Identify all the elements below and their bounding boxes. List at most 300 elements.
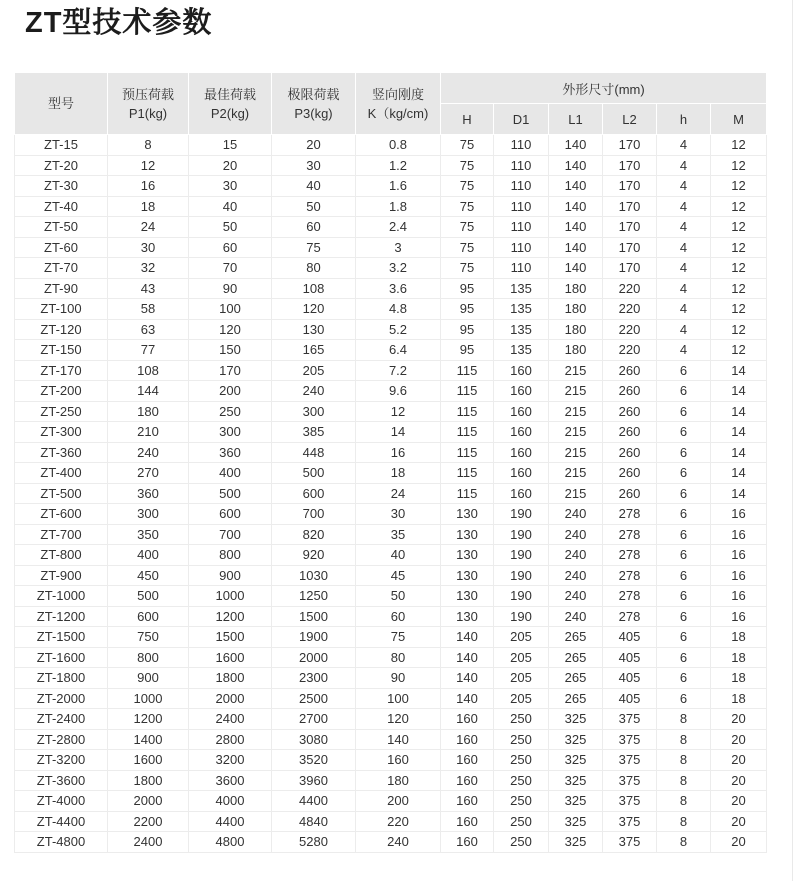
dim-L1-cell: 140 <box>549 135 603 156</box>
dim-L1-cell: 240 <box>549 606 603 627</box>
dim-L1-cell: 240 <box>549 545 603 566</box>
dim-D1-cell: 250 <box>494 770 549 791</box>
table-row <box>15 791 767 812</box>
dim-L2-cell: 170 <box>603 196 657 217</box>
dim-D1-cell: 250 <box>494 811 549 832</box>
p2-cell: 120 <box>189 319 272 340</box>
table-row <box>15 340 767 361</box>
col-header-h: h <box>657 104 711 135</box>
dim-M-cell: 12 <box>711 319 767 340</box>
dim-H-cell: 140 <box>441 668 494 689</box>
model-cell: ZT-30 <box>15 176 108 197</box>
p3-cell: 5280 <box>272 832 356 853</box>
dim-M-cell: 18 <box>711 668 767 689</box>
dim-D1-cell: 250 <box>494 750 549 771</box>
dim-H-cell: 130 <box>441 565 494 586</box>
dim-D1-cell: 250 <box>494 729 549 750</box>
p2-cell: 900 <box>189 565 272 586</box>
p1-cell: 750 <box>108 627 189 648</box>
p3-cell: 2700 <box>272 709 356 730</box>
dim-M-cell: 16 <box>711 606 767 627</box>
dim-L2-cell: 375 <box>603 709 657 730</box>
k-cell: 12 <box>356 401 441 422</box>
col-group-header-dimensions: 外形尺寸(mm) <box>441 73 767 104</box>
dim-D1-cell: 205 <box>494 647 549 668</box>
dim-L2-cell: 260 <box>603 442 657 463</box>
dim-L1-cell: 265 <box>549 647 603 668</box>
dim-L2-cell: 220 <box>603 278 657 299</box>
table-row <box>15 504 767 525</box>
dim-D1-cell: 250 <box>494 791 549 812</box>
dim-H-cell: 95 <box>441 278 494 299</box>
k-cell: 240 <box>356 832 441 853</box>
col-header-preload <box>108 73 189 135</box>
dim-L2-cell: 278 <box>603 565 657 586</box>
dim-L2-cell: 260 <box>603 381 657 402</box>
p2-cell: 3200 <box>189 750 272 771</box>
dim-M-cell: 12 <box>711 155 767 176</box>
dim-M-cell: 12 <box>711 196 767 217</box>
dim-M-cell: 12 <box>711 340 767 361</box>
dim-D1-cell: 190 <box>494 586 549 607</box>
k-cell: 80 <box>356 647 441 668</box>
k-cell: 120 <box>356 709 441 730</box>
model-cell: ZT-800 <box>15 545 108 566</box>
k-cell: 200 <box>356 791 441 812</box>
model-cell: ZT-40 <box>15 196 108 217</box>
table-header <box>15 73 767 135</box>
dim-D1-cell: 190 <box>494 565 549 586</box>
table-row <box>15 463 767 484</box>
col-header-preload-label: 预压荷载 <box>121 86 174 102</box>
dim-h-cell: 8 <box>657 811 711 832</box>
dim-L1-cell: 180 <box>549 340 603 361</box>
table-row <box>15 545 767 566</box>
p1-cell: 900 <box>108 668 189 689</box>
p3-cell: 4400 <box>272 791 356 812</box>
table-row <box>15 750 767 771</box>
dim-H-cell: 160 <box>441 709 494 730</box>
dim-M-cell: 12 <box>711 176 767 197</box>
dim-M-cell: 12 <box>711 237 767 258</box>
p1-cell: 400 <box>108 545 189 566</box>
table-row <box>15 299 767 320</box>
model-cell: ZT-3600 <box>15 770 108 791</box>
p3-cell: 2300 <box>272 668 356 689</box>
p2-cell: 300 <box>189 422 272 443</box>
model-cell: ZT-1600 <box>15 647 108 668</box>
dim-M-cell: 12 <box>711 258 767 279</box>
p1-cell: 1800 <box>108 770 189 791</box>
p1-cell: 8 <box>108 135 189 156</box>
dim-H-cell: 160 <box>441 832 494 853</box>
model-cell: ZT-2800 <box>15 729 108 750</box>
dim-L2-cell: 375 <box>603 832 657 853</box>
dim-M-cell: 14 <box>711 401 767 422</box>
p3-cell: 40 <box>272 176 356 197</box>
dim-L2-cell: 405 <box>603 668 657 689</box>
dim-L1-cell: 215 <box>549 422 603 443</box>
dim-D1-cell: 160 <box>494 483 549 504</box>
p3-cell: 448 <box>272 442 356 463</box>
dim-L2-cell: 278 <box>603 504 657 525</box>
table-row <box>15 135 767 156</box>
p1-cell: 2200 <box>108 811 189 832</box>
dim-M-cell: 12 <box>711 278 767 299</box>
dim-D1-cell: 110 <box>494 155 549 176</box>
k-cell: 30 <box>356 504 441 525</box>
dim-D1-cell: 160 <box>494 463 549 484</box>
col-header-model <box>15 73 108 135</box>
p3-cell: 1900 <box>272 627 356 648</box>
dim-h-cell: 6 <box>657 647 711 668</box>
table-row <box>15 688 767 709</box>
dim-D1-cell: 110 <box>494 237 549 258</box>
table-row <box>15 319 767 340</box>
p1-cell: 2000 <box>108 791 189 812</box>
k-cell: 2.4 <box>356 217 441 238</box>
dim-M-cell: 20 <box>711 770 767 791</box>
table-row <box>15 442 767 463</box>
dim-L1-cell: 180 <box>549 299 603 320</box>
p2-cell: 170 <box>189 360 272 381</box>
p2-cell: 70 <box>189 258 272 279</box>
dim-D1-cell: 205 <box>494 668 549 689</box>
model-cell: ZT-200 <box>15 381 108 402</box>
p3-cell: 75 <box>272 237 356 258</box>
dim-L2-cell: 405 <box>603 688 657 709</box>
p1-cell: 1400 <box>108 729 189 750</box>
model-cell: ZT-4800 <box>15 832 108 853</box>
model-cell: ZT-70 <box>15 258 108 279</box>
table-row <box>15 606 767 627</box>
model-cell: ZT-3200 <box>15 750 108 771</box>
model-cell: ZT-1800 <box>15 668 108 689</box>
dim-L1-cell: 325 <box>549 791 603 812</box>
dim-M-cell: 16 <box>711 524 767 545</box>
dim-M-cell: 12 <box>711 217 767 238</box>
dim-L1-cell: 140 <box>549 258 603 279</box>
table-row <box>15 729 767 750</box>
dim-H-cell: 115 <box>441 401 494 422</box>
k-cell: 1.2 <box>356 155 441 176</box>
model-cell: ZT-1200 <box>15 606 108 627</box>
dim-H-cell: 130 <box>441 545 494 566</box>
p2-cell: 200 <box>189 381 272 402</box>
k-cell: 3 <box>356 237 441 258</box>
p3-cell: 130 <box>272 319 356 340</box>
dim-M-cell: 20 <box>711 729 767 750</box>
dim-h-cell: 4 <box>657 196 711 217</box>
dim-h-cell: 6 <box>657 442 711 463</box>
dim-L1-cell: 140 <box>549 155 603 176</box>
dim-H-cell: 115 <box>441 483 494 504</box>
dim-H-cell: 130 <box>441 504 494 525</box>
k-cell: 16 <box>356 442 441 463</box>
k-cell: 1.6 <box>356 176 441 197</box>
table-row <box>15 217 767 238</box>
k-cell: 160 <box>356 750 441 771</box>
dim-L2-cell: 170 <box>603 217 657 238</box>
p2-cell: 250 <box>189 401 272 422</box>
dim-D1-cell: 135 <box>494 299 549 320</box>
col-header-D1: D1 <box>494 104 549 135</box>
dim-h-cell: 4 <box>657 217 711 238</box>
dim-L2-cell: 220 <box>603 319 657 340</box>
dim-L2-cell: 278 <box>603 545 657 566</box>
p1-cell: 32 <box>108 258 189 279</box>
p1-cell: 1200 <box>108 709 189 730</box>
dim-D1-cell: 135 <box>494 319 549 340</box>
dim-M-cell: 12 <box>711 135 767 156</box>
dim-L1-cell: 325 <box>549 709 603 730</box>
dim-H-cell: 115 <box>441 381 494 402</box>
dim-h-cell: 8 <box>657 770 711 791</box>
dim-D1-cell: 160 <box>494 442 549 463</box>
dim-H-cell: 160 <box>441 750 494 771</box>
dim-h-cell: 6 <box>657 422 711 443</box>
dim-D1-cell: 190 <box>494 524 549 545</box>
col-header-optimal-load <box>189 73 272 135</box>
dim-h-cell: 6 <box>657 360 711 381</box>
k-cell: 0.8 <box>356 135 441 156</box>
model-cell: ZT-170 <box>15 360 108 381</box>
table-row <box>15 360 767 381</box>
col-header-M: M <box>711 104 767 135</box>
dim-L2-cell: 405 <box>603 647 657 668</box>
p1-cell: 600 <box>108 606 189 627</box>
dim-L1-cell: 215 <box>549 401 603 422</box>
table-row <box>15 483 767 504</box>
k-cell: 5.2 <box>356 319 441 340</box>
page-title: ZT型技术参数 <box>25 7 213 39</box>
model-cell: ZT-600 <box>15 504 108 525</box>
p2-cell: 1600 <box>189 647 272 668</box>
dim-D1-cell: 160 <box>494 381 549 402</box>
table-row <box>15 668 767 689</box>
p1-cell: 500 <box>108 586 189 607</box>
table-row <box>15 811 767 832</box>
dim-H-cell: 95 <box>441 340 494 361</box>
dim-h-cell: 6 <box>657 586 711 607</box>
dim-D1-cell: 110 <box>494 217 549 238</box>
p2-cell: 500 <box>189 483 272 504</box>
dim-L1-cell: 140 <box>549 196 603 217</box>
dim-M-cell: 20 <box>711 709 767 730</box>
p2-cell: 400 <box>189 463 272 484</box>
dim-H-cell: 160 <box>441 791 494 812</box>
dim-M-cell: 14 <box>711 360 767 381</box>
dim-H-cell: 140 <box>441 647 494 668</box>
model-cell: ZT-20 <box>15 155 108 176</box>
dim-L1-cell: 325 <box>549 811 603 832</box>
dim-D1-cell: 250 <box>494 832 549 853</box>
dim-L1-cell: 265 <box>549 688 603 709</box>
dim-H-cell: 130 <box>441 524 494 545</box>
dim-L1-cell: 265 <box>549 627 603 648</box>
p2-cell: 150 <box>189 340 272 361</box>
dim-L2-cell: 260 <box>603 483 657 504</box>
dim-h-cell: 4 <box>657 237 711 258</box>
dim-L1-cell: 215 <box>549 360 603 381</box>
dim-L2-cell: 375 <box>603 750 657 771</box>
dim-D1-cell: 135 <box>494 278 549 299</box>
dim-L1-cell: 215 <box>549 463 603 484</box>
p1-cell: 1000 <box>108 688 189 709</box>
dim-D1-cell: 110 <box>494 135 549 156</box>
table-row <box>15 709 767 730</box>
dim-h-cell: 6 <box>657 381 711 402</box>
k-cell: 45 <box>356 565 441 586</box>
col-header-optimal-load-unit: P2(kg) <box>210 105 250 121</box>
dim-M-cell: 20 <box>711 791 767 812</box>
dim-H-cell: 75 <box>441 176 494 197</box>
dim-L2-cell: 170 <box>603 155 657 176</box>
p1-cell: 24 <box>108 217 189 238</box>
dim-D1-cell: 190 <box>494 545 549 566</box>
col-header-vertical-stiffness-label: 竖向刚度 <box>371 86 424 102</box>
dim-h-cell: 6 <box>657 668 711 689</box>
dim-h-cell: 4 <box>657 319 711 340</box>
p3-cell: 1030 <box>272 565 356 586</box>
dim-h-cell: 8 <box>657 709 711 730</box>
dim-H-cell: 160 <box>441 770 494 791</box>
dim-L1-cell: 180 <box>549 319 603 340</box>
p2-cell: 2400 <box>189 709 272 730</box>
dim-L2-cell: 170 <box>603 237 657 258</box>
dim-L1-cell: 240 <box>549 504 603 525</box>
p1-cell: 270 <box>108 463 189 484</box>
p1-cell: 180 <box>108 401 189 422</box>
dim-L1-cell: 325 <box>549 729 603 750</box>
k-cell: 6.4 <box>356 340 441 361</box>
dim-L2-cell: 278 <box>603 524 657 545</box>
k-cell: 40 <box>356 545 441 566</box>
table-row <box>15 196 767 217</box>
dim-M-cell: 20 <box>711 750 767 771</box>
dim-h-cell: 6 <box>657 545 711 566</box>
p2-cell: 800 <box>189 545 272 566</box>
dim-M-cell: 20 <box>711 811 767 832</box>
p3-cell: 4840 <box>272 811 356 832</box>
dim-D1-cell: 250 <box>494 709 549 730</box>
p3-cell: 165 <box>272 340 356 361</box>
p2-cell: 600 <box>189 504 272 525</box>
k-cell: 3.2 <box>356 258 441 279</box>
dim-h-cell: 4 <box>657 340 711 361</box>
dim-L2-cell: 260 <box>603 360 657 381</box>
model-cell: ZT-150 <box>15 340 108 361</box>
p3-cell: 60 <box>272 217 356 238</box>
model-cell: ZT-1000 <box>15 586 108 607</box>
table-row <box>15 647 767 668</box>
k-cell: 14 <box>356 422 441 443</box>
dim-D1-cell: 110 <box>494 176 549 197</box>
p1-cell: 360 <box>108 483 189 504</box>
k-cell: 140 <box>356 729 441 750</box>
p3-cell: 2500 <box>272 688 356 709</box>
dim-H-cell: 115 <box>441 360 494 381</box>
p2-cell: 700 <box>189 524 272 545</box>
k-cell: 1.8 <box>356 196 441 217</box>
model-cell: ZT-4400 <box>15 811 108 832</box>
p3-cell: 120 <box>272 299 356 320</box>
dim-h-cell: 6 <box>657 463 711 484</box>
p1-cell: 18 <box>108 196 189 217</box>
p3-cell: 385 <box>272 422 356 443</box>
p2-cell: 1200 <box>189 606 272 627</box>
dim-D1-cell: 190 <box>494 504 549 525</box>
model-cell: ZT-2400 <box>15 709 108 730</box>
dim-h-cell: 6 <box>657 401 711 422</box>
p2-cell: 40 <box>189 196 272 217</box>
p3-cell: 240 <box>272 381 356 402</box>
p2-cell: 2800 <box>189 729 272 750</box>
dim-M-cell: 16 <box>711 504 767 525</box>
dim-L2-cell: 260 <box>603 463 657 484</box>
table-row <box>15 524 767 545</box>
model-cell: ZT-120 <box>15 319 108 340</box>
dim-D1-cell: 205 <box>494 627 549 648</box>
dim-h-cell: 6 <box>657 688 711 709</box>
dim-M-cell: 12 <box>711 299 767 320</box>
k-cell: 100 <box>356 688 441 709</box>
dim-D1-cell: 110 <box>494 258 549 279</box>
dim-H-cell: 115 <box>441 442 494 463</box>
table-row <box>15 155 767 176</box>
p2-cell: 1500 <box>189 627 272 648</box>
p2-cell: 1800 <box>189 668 272 689</box>
p1-cell: 210 <box>108 422 189 443</box>
model-cell: ZT-4000 <box>15 791 108 812</box>
p1-cell: 240 <box>108 442 189 463</box>
table-row <box>15 381 767 402</box>
k-cell: 24 <box>356 483 441 504</box>
dim-H-cell: 140 <box>441 688 494 709</box>
dim-M-cell: 18 <box>711 627 767 648</box>
dim-h-cell: 4 <box>657 155 711 176</box>
dim-L1-cell: 240 <box>549 565 603 586</box>
p3-cell: 80 <box>272 258 356 279</box>
p1-cell: 77 <box>108 340 189 361</box>
dim-h-cell: 4 <box>657 278 711 299</box>
dim-M-cell: 14 <box>711 442 767 463</box>
p2-cell: 3600 <box>189 770 272 791</box>
p2-cell: 100 <box>189 299 272 320</box>
dim-L1-cell: 265 <box>549 668 603 689</box>
dim-L1-cell: 325 <box>549 770 603 791</box>
p3-cell: 3080 <box>272 729 356 750</box>
model-cell: ZT-50 <box>15 217 108 238</box>
col-header-vertical-stiffness-unit: K（kg/cm) <box>367 105 429 121</box>
dim-L2-cell: 278 <box>603 606 657 627</box>
dim-h-cell: 4 <box>657 258 711 279</box>
p1-cell: 1600 <box>108 750 189 771</box>
dim-L1-cell: 140 <box>549 237 603 258</box>
dim-L2-cell: 405 <box>603 627 657 648</box>
k-cell: 18 <box>356 463 441 484</box>
p3-cell: 205 <box>272 360 356 381</box>
table-row <box>15 627 767 648</box>
p1-cell: 30 <box>108 237 189 258</box>
p3-cell: 1250 <box>272 586 356 607</box>
model-cell: ZT-250 <box>15 401 108 422</box>
k-cell: 3.6 <box>356 278 441 299</box>
dim-H-cell: 75 <box>441 155 494 176</box>
dim-h-cell: 8 <box>657 729 711 750</box>
dim-M-cell: 14 <box>711 422 767 443</box>
model-cell: ZT-700 <box>15 524 108 545</box>
